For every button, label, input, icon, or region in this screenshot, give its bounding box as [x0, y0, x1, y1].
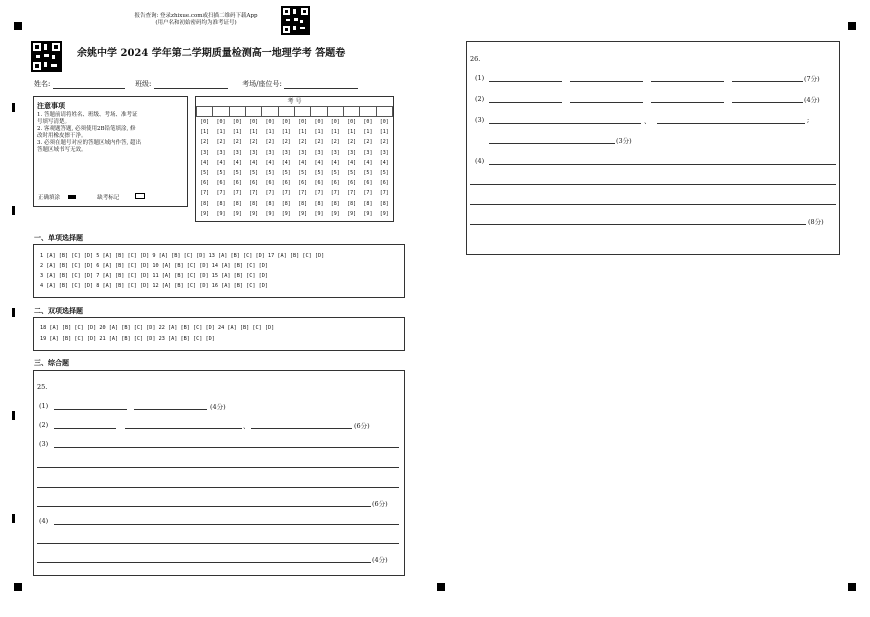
answer-line[interactable] — [570, 81, 643, 82]
q25-box — [33, 370, 405, 576]
name-label: 姓名: — [34, 80, 51, 88]
id-digit-bubble[interactable]: [3] — [347, 149, 357, 156]
registration-mark — [848, 583, 856, 591]
id-digit-bubble[interactable]: [1] — [232, 129, 242, 136]
id-digit-bubble[interactable]: [6] — [265, 180, 275, 187]
answer-line[interactable] — [54, 524, 399, 525]
answer-line[interactable] — [732, 81, 803, 82]
q25-part-2-score: (6分) — [354, 422, 370, 430]
legend — [38, 193, 145, 202]
id-digit-bubble[interactable]: [9] — [363, 210, 373, 217]
q26-box — [466, 41, 840, 255]
q26-part-3: (3) — [475, 116, 485, 124]
id-digit-bubble[interactable]: [0] — [363, 119, 373, 126]
q26-part-1: (1) — [475, 74, 485, 82]
answer-line[interactable] — [470, 204, 836, 205]
id-digit-bubble[interactable]: [4] — [330, 159, 340, 166]
q25-number: 25. — [37, 383, 48, 391]
id-digit-bubble[interactable]: [3] — [363, 149, 373, 156]
id-digit-bubble[interactable]: [7] — [265, 190, 275, 197]
id-digit-bubble[interactable]: [5] — [265, 170, 275, 177]
id-digit-bubble[interactable]: [9] — [281, 210, 291, 217]
id-digit-bubble[interactable]: [8] — [216, 200, 226, 207]
id-digit-bubble[interactable]: [4] — [232, 159, 242, 166]
id-digit-bubble[interactable]: [5] — [281, 170, 291, 177]
id-digit-bubble[interactable]: [7] — [330, 190, 340, 197]
id-digit-bubble[interactable]: [6] — [249, 180, 259, 187]
id-digit-bubble[interactable]: [3] — [298, 149, 308, 156]
id-digit-bubble[interactable]: [9] — [298, 210, 308, 217]
id-digit-bubble[interactable]: [9] — [200, 210, 210, 217]
exam-id-title: 考 号 — [196, 97, 393, 107]
single-choice-box — [33, 244, 405, 298]
answer-line[interactable] — [37, 543, 399, 544]
note-item: 答题区域书写无效。 — [37, 147, 87, 153]
id-digit-bubble[interactable]: [5] — [379, 170, 389, 177]
id-digit-bubble[interactable]: [5] — [314, 170, 324, 177]
id-digit-bubble[interactable]: [2] — [216, 139, 226, 146]
answer-line[interactable] — [54, 447, 399, 448]
id-digit-bubble[interactable]: [0] — [298, 119, 308, 126]
answer-line[interactable] — [37, 487, 399, 488]
answer-line[interactable] — [37, 562, 371, 563]
q25-part-1-score: (4分) — [210, 403, 226, 411]
id-digit-bubble[interactable]: [2] — [265, 139, 275, 146]
page-title: 余姚中学 2024 学年第二学期质量检测高一地理学考 答题卷 — [77, 48, 346, 59]
q25-part-3: (3) — [39, 440, 49, 448]
id-digit-bubble[interactable]: [0] — [200, 119, 210, 126]
answer-line[interactable] — [489, 123, 641, 124]
answer-line[interactable] — [489, 143, 615, 144]
q26-part-1-score: (7分) — [804, 75, 820, 83]
id-digit-bubble[interactable]: [2] — [249, 139, 259, 146]
answer-line[interactable] — [651, 81, 724, 82]
id-digit-bubble[interactable]: [9] — [232, 210, 242, 217]
timing-bar — [12, 411, 15, 420]
id-write-cell[interactable] — [197, 107, 213, 117]
id-digit-bubble[interactable]: [3] — [216, 149, 226, 156]
id-digit-bubble[interactable]: [4] — [265, 159, 275, 166]
room-field[interactable] — [284, 80, 358, 89]
q26-colon: ; — [807, 116, 810, 124]
filled-box-icon — [68, 195, 76, 199]
notice-line-1: 报告查询: 登录zhixue.com或扫描二维码下载App — [134, 13, 258, 19]
q25-part-3-score: (6分) — [372, 500, 388, 508]
answer-line[interactable] — [37, 506, 371, 507]
id-digit-bubble[interactable]: [1] — [216, 129, 226, 136]
id-digit-bubble[interactable]: [0] — [379, 119, 389, 126]
id-digit-bubble[interactable]: [1] — [249, 129, 259, 136]
note-item: 号填写清楚。 — [37, 119, 71, 125]
q26-part-2: (2) — [475, 95, 485, 103]
id-digit-bubble[interactable]: [1] — [330, 129, 340, 136]
id-digit-bubble[interactable]: [9] — [314, 210, 324, 217]
section-2-title: 二、双项选择题 — [34, 306, 83, 315]
id-digit-bubble[interactable]: [1] — [281, 129, 291, 136]
class-field[interactable] — [154, 80, 228, 89]
student-qr-code — [31, 41, 62, 72]
report-notice — [122, 13, 270, 27]
answer-line[interactable] — [651, 102, 724, 103]
id-digit-bubble[interactable]: [1] — [314, 129, 324, 136]
id-digit-bubble[interactable]: [2] — [314, 139, 324, 146]
name-field[interactable] — [53, 80, 125, 89]
q26-part-4: (4) — [475, 157, 485, 165]
id-digit-bubble[interactable]: [8] — [249, 200, 259, 207]
mc-row[interactable]: 18 [A] [B] [C] [D] 20 [A] [B] [C] [D] 22 [A] [B] [C] [D] 24 [A] [B] [C] [D] — [40, 325, 275, 331]
id-write-cell[interactable] — [245, 107, 261, 117]
q26-separator: 、 — [644, 117, 651, 125]
id-digit-bubble[interactable]: [9] — [249, 210, 259, 217]
timing-bar — [12, 514, 15, 523]
notes-list — [37, 112, 165, 154]
id-digit-bubble[interactable]: [2] — [200, 139, 210, 146]
id-digit-bubble[interactable]: [1] — [379, 129, 389, 136]
id-digit-bubble[interactable]: [4] — [281, 159, 291, 166]
id-digit-bubble[interactable]: [5] — [347, 170, 357, 177]
id-digit-bubble[interactable]: [5] — [216, 170, 226, 177]
id-digit-bubble[interactable]: [4] — [379, 159, 389, 166]
id-digit-bubble[interactable]: [9] — [347, 210, 357, 217]
q25-part-4-score: (4分) — [372, 556, 388, 564]
id-digit-bubble[interactable]: [8] — [281, 200, 291, 207]
timing-bar — [12, 206, 15, 215]
id-digit-bubble[interactable]: [7] — [249, 190, 259, 197]
note-item: 2. 客观题答题, 必须使用2B铅笔填涂, 修 — [37, 126, 136, 132]
mc-row[interactable]: 1 [A] [B] [C] [D] 5 [A] [B] [C] [D] 9 [A] [B] [C] [D] 13 [A] [B] [C] [D] 17 [A] [B] [C] [D] — [40, 253, 325, 259]
id-digit-bubble[interactable]: [9] — [379, 210, 389, 217]
id-digit-bubble[interactable]: [6] — [379, 180, 389, 187]
id-write-cell[interactable] — [262, 107, 278, 117]
id-digit-bubble[interactable]: [3] — [281, 149, 291, 156]
answer-line[interactable] — [489, 81, 562, 82]
id-digit-bubble[interactable]: [7] — [200, 190, 210, 197]
answer-line[interactable] — [470, 184, 836, 185]
id-write-cell[interactable] — [327, 107, 343, 117]
id-digit-bubble[interactable]: [0] — [265, 119, 275, 126]
id-digit-bubble[interactable]: [2] — [298, 139, 308, 146]
id-digit-bubble[interactable]: [1] — [200, 129, 210, 136]
id-digit-bubble[interactable]: [1] — [347, 129, 357, 136]
q26-part-2-score: (4分) — [804, 96, 820, 104]
answer-line[interactable] — [37, 467, 399, 468]
id-digit-bubble[interactable]: [7] — [281, 190, 291, 197]
id-digit-bubble[interactable]: [4] — [249, 159, 259, 166]
absent-mark-label: 缺考标记 — [97, 195, 120, 201]
notes-title: 注意事项 — [37, 101, 65, 110]
double-choice-box — [33, 317, 405, 351]
id-digit-bubble[interactable]: [4] — [363, 159, 373, 166]
id-digit-bubble[interactable]: [5] — [298, 170, 308, 177]
id-digit-bubble[interactable]: [6] — [232, 180, 242, 187]
q25-part-4: (4) — [39, 517, 49, 525]
answer-line[interactable] — [570, 102, 643, 103]
id-digit-bubble[interactable]: [1] — [298, 129, 308, 136]
id-digit-bubble[interactable]: [8] — [314, 200, 324, 207]
id-digit-bubble[interactable]: [6] — [330, 180, 340, 187]
id-digit-bubble[interactable]: [2] — [363, 139, 373, 146]
id-digit-bubble[interactable]: [1] — [363, 129, 373, 136]
id-digit-bubble[interactable]: [0] — [232, 119, 242, 126]
q26-number: 26. — [470, 55, 481, 63]
answer-line[interactable] — [54, 428, 116, 429]
id-digit-bubble[interactable]: [3] — [379, 149, 389, 156]
id-digit-bubble[interactable]: [0] — [347, 119, 357, 126]
id-write-cell[interactable] — [294, 107, 310, 117]
id-digit-bubble[interactable]: [0] — [216, 119, 226, 126]
q25-part-2: (2) — [39, 421, 49, 429]
registration-mark — [14, 583, 22, 591]
id-digit-bubble[interactable]: [1] — [265, 129, 275, 136]
id-digit-bubble[interactable]: [7] — [363, 190, 373, 197]
registration-mark — [14, 22, 22, 30]
id-digit-bubble[interactable]: [8] — [200, 200, 210, 207]
id-digit-bubble[interactable]: [4] — [200, 159, 210, 166]
id-digit-bubble[interactable]: [9] — [330, 210, 340, 217]
correct-fill-label: 正确填涂 — [38, 195, 61, 201]
id-digit-bubble[interactable]: [9] — [216, 210, 226, 217]
q26-part-4-score: (8分) — [808, 218, 824, 226]
id-digit-bubble[interactable]: [8] — [363, 200, 373, 207]
note-item: 1. 答题前请将姓名、班级、考场、准考证 — [37, 112, 138, 118]
exam-id-table — [196, 106, 393, 219]
answer-line[interactable] — [134, 409, 207, 410]
id-digit-bubble[interactable]: [9] — [265, 210, 275, 217]
id-write-cell[interactable] — [229, 107, 245, 117]
answer-line[interactable] — [489, 102, 562, 103]
id-digit-bubble[interactable]: [8] — [347, 200, 357, 207]
id-write-cell[interactable] — [213, 107, 229, 117]
registration-mark — [437, 583, 445, 591]
notes-box — [33, 96, 188, 207]
id-write-cell[interactable] — [376, 107, 392, 117]
id-digit-bubble[interactable]: [8] — [330, 200, 340, 207]
absent-box-icon[interactable] — [135, 193, 145, 199]
id-digit-bubble[interactable]: [2] — [232, 139, 242, 146]
section-1-title: 一、单项选择题 — [34, 233, 83, 242]
id-digit-bubble[interactable]: [3] — [314, 149, 324, 156]
id-write-cell[interactable] — [278, 107, 294, 117]
id-digit-bubble[interactable]: [7] — [314, 190, 324, 197]
section-3-title: 三、综合题 — [34, 358, 69, 367]
notice-line-2: (用户名和初始密码均为准考证号) — [155, 20, 237, 26]
id-digit-bubble[interactable]: [2] — [379, 139, 389, 146]
answer-line[interactable] — [54, 409, 127, 410]
note-item: 改时用橡皮擦干净。 — [37, 133, 87, 139]
answer-line[interactable] — [732, 102, 803, 103]
id-digit-bubble[interactable]: [2] — [281, 139, 291, 146]
id-digit-bubble[interactable]: [5] — [330, 170, 340, 177]
id-write-cell[interactable] — [311, 107, 327, 117]
mc-row[interactable]: 3 [A] [B] [C] [D] 7 [A] [B] [C] [D] 11 [A] [B] [C] [D] 15 [A] [B] [C] [D] — [40, 273, 268, 279]
id-digit-bubble[interactable]: [7] — [298, 190, 308, 197]
id-digit-bubble[interactable]: [2] — [330, 139, 340, 146]
answer-line[interactable] — [251, 428, 352, 429]
id-digit-bubble[interactable]: [8] — [379, 200, 389, 207]
q26-part-3-score: (3分) — [616, 137, 632, 145]
id-write-cell[interactable] — [360, 107, 376, 117]
mc-row[interactable]: 19 [A] [B] [C] [D] 21 [A] [B] [C] [D] 23 [A] [B] [C] [D] — [40, 336, 215, 342]
id-digit-bubble[interactable]: [5] — [200, 170, 210, 177]
exam-id-grid — [195, 96, 394, 222]
id-digit-bubble[interactable]: [8] — [298, 200, 308, 207]
id-digit-bubble[interactable]: [6] — [363, 180, 373, 187]
id-digit-bubble[interactable]: [5] — [249, 170, 259, 177]
id-digit-bubble[interactable]: [8] — [265, 200, 275, 207]
room-label: 考场/座位号: — [242, 80, 282, 88]
mc-row[interactable]: 4 [A] [B] [C] [D] 8 [A] [B] [C] [D] 12 [A] [B] [C] [D] 16 [A] [B] [C] [D] — [40, 283, 268, 289]
id-digit-bubble[interactable]: [6] — [347, 180, 357, 187]
id-digit-bubble[interactable]: [5] — [232, 170, 242, 177]
qr-code — [281, 6, 310, 35]
id-digit-bubble[interactable]: [0] — [281, 119, 291, 126]
timing-bar — [12, 103, 15, 112]
class-label: 班级: — [135, 80, 152, 88]
mc-row[interactable]: 2 [A] [B] [C] [D] 6 [A] [B] [C] [D] 10 [A] [B] [C] [D] 14 [A] [B] [C] [D] — [40, 263, 268, 269]
student-info — [34, 79, 358, 89]
id-digit-bubble[interactable]: [8] — [232, 200, 242, 207]
id-digit-bubble[interactable]: [6] — [298, 180, 308, 187]
answer-line[interactable] — [125, 428, 242, 429]
id-digit-bubble[interactable]: [4] — [298, 159, 308, 166]
id-digit-bubble[interactable]: [4] — [347, 159, 357, 166]
id-digit-bubble[interactable]: [6] — [314, 180, 324, 187]
id-digit-bubble[interactable]: [5] — [363, 170, 373, 177]
id-digit-bubble[interactable]: [0] — [249, 119, 259, 126]
id-digit-bubble[interactable]: [4] — [314, 159, 324, 166]
id-digit-bubble[interactable]: [6] — [281, 180, 291, 187]
id-digit-bubble[interactable]: [6] — [200, 180, 210, 187]
id-digit-bubble[interactable]: [3] — [249, 149, 259, 156]
id-digit-bubble[interactable]: [7] — [347, 190, 357, 197]
id-digit-bubble[interactable]: [3] — [200, 149, 210, 156]
id-digit-bubble[interactable]: [7] — [232, 190, 242, 197]
id-digit-bubble[interactable]: [3] — [232, 149, 242, 156]
answer-line[interactable] — [470, 224, 806, 225]
id-digit-bubble[interactable]: [0] — [330, 119, 340, 126]
note-item: 3. 必须在题号对应的答题区域内作答, 超出 — [37, 140, 141, 146]
id-write-cell[interactable] — [343, 107, 359, 117]
q25-part-1: (1) — [39, 402, 49, 410]
id-digit-bubble[interactable]: [0] — [314, 119, 324, 126]
id-digit-bubble[interactable]: [6] — [216, 180, 226, 187]
id-digit-bubble[interactable]: [3] — [265, 149, 275, 156]
id-digit-bubble[interactable]: [7] — [379, 190, 389, 197]
answer-line[interactable] — [489, 164, 836, 165]
id-digit-bubble[interactable]: [3] — [330, 149, 340, 156]
id-digit-bubble[interactable]: [4] — [216, 159, 226, 166]
id-digit-bubble[interactable]: [2] — [347, 139, 357, 146]
timing-bar — [12, 308, 15, 317]
id-digit-bubble[interactable]: [7] — [216, 190, 226, 197]
answer-line[interactable] — [657, 123, 805, 124]
registration-mark — [848, 22, 856, 30]
q25-separator: 、 — [243, 422, 250, 430]
